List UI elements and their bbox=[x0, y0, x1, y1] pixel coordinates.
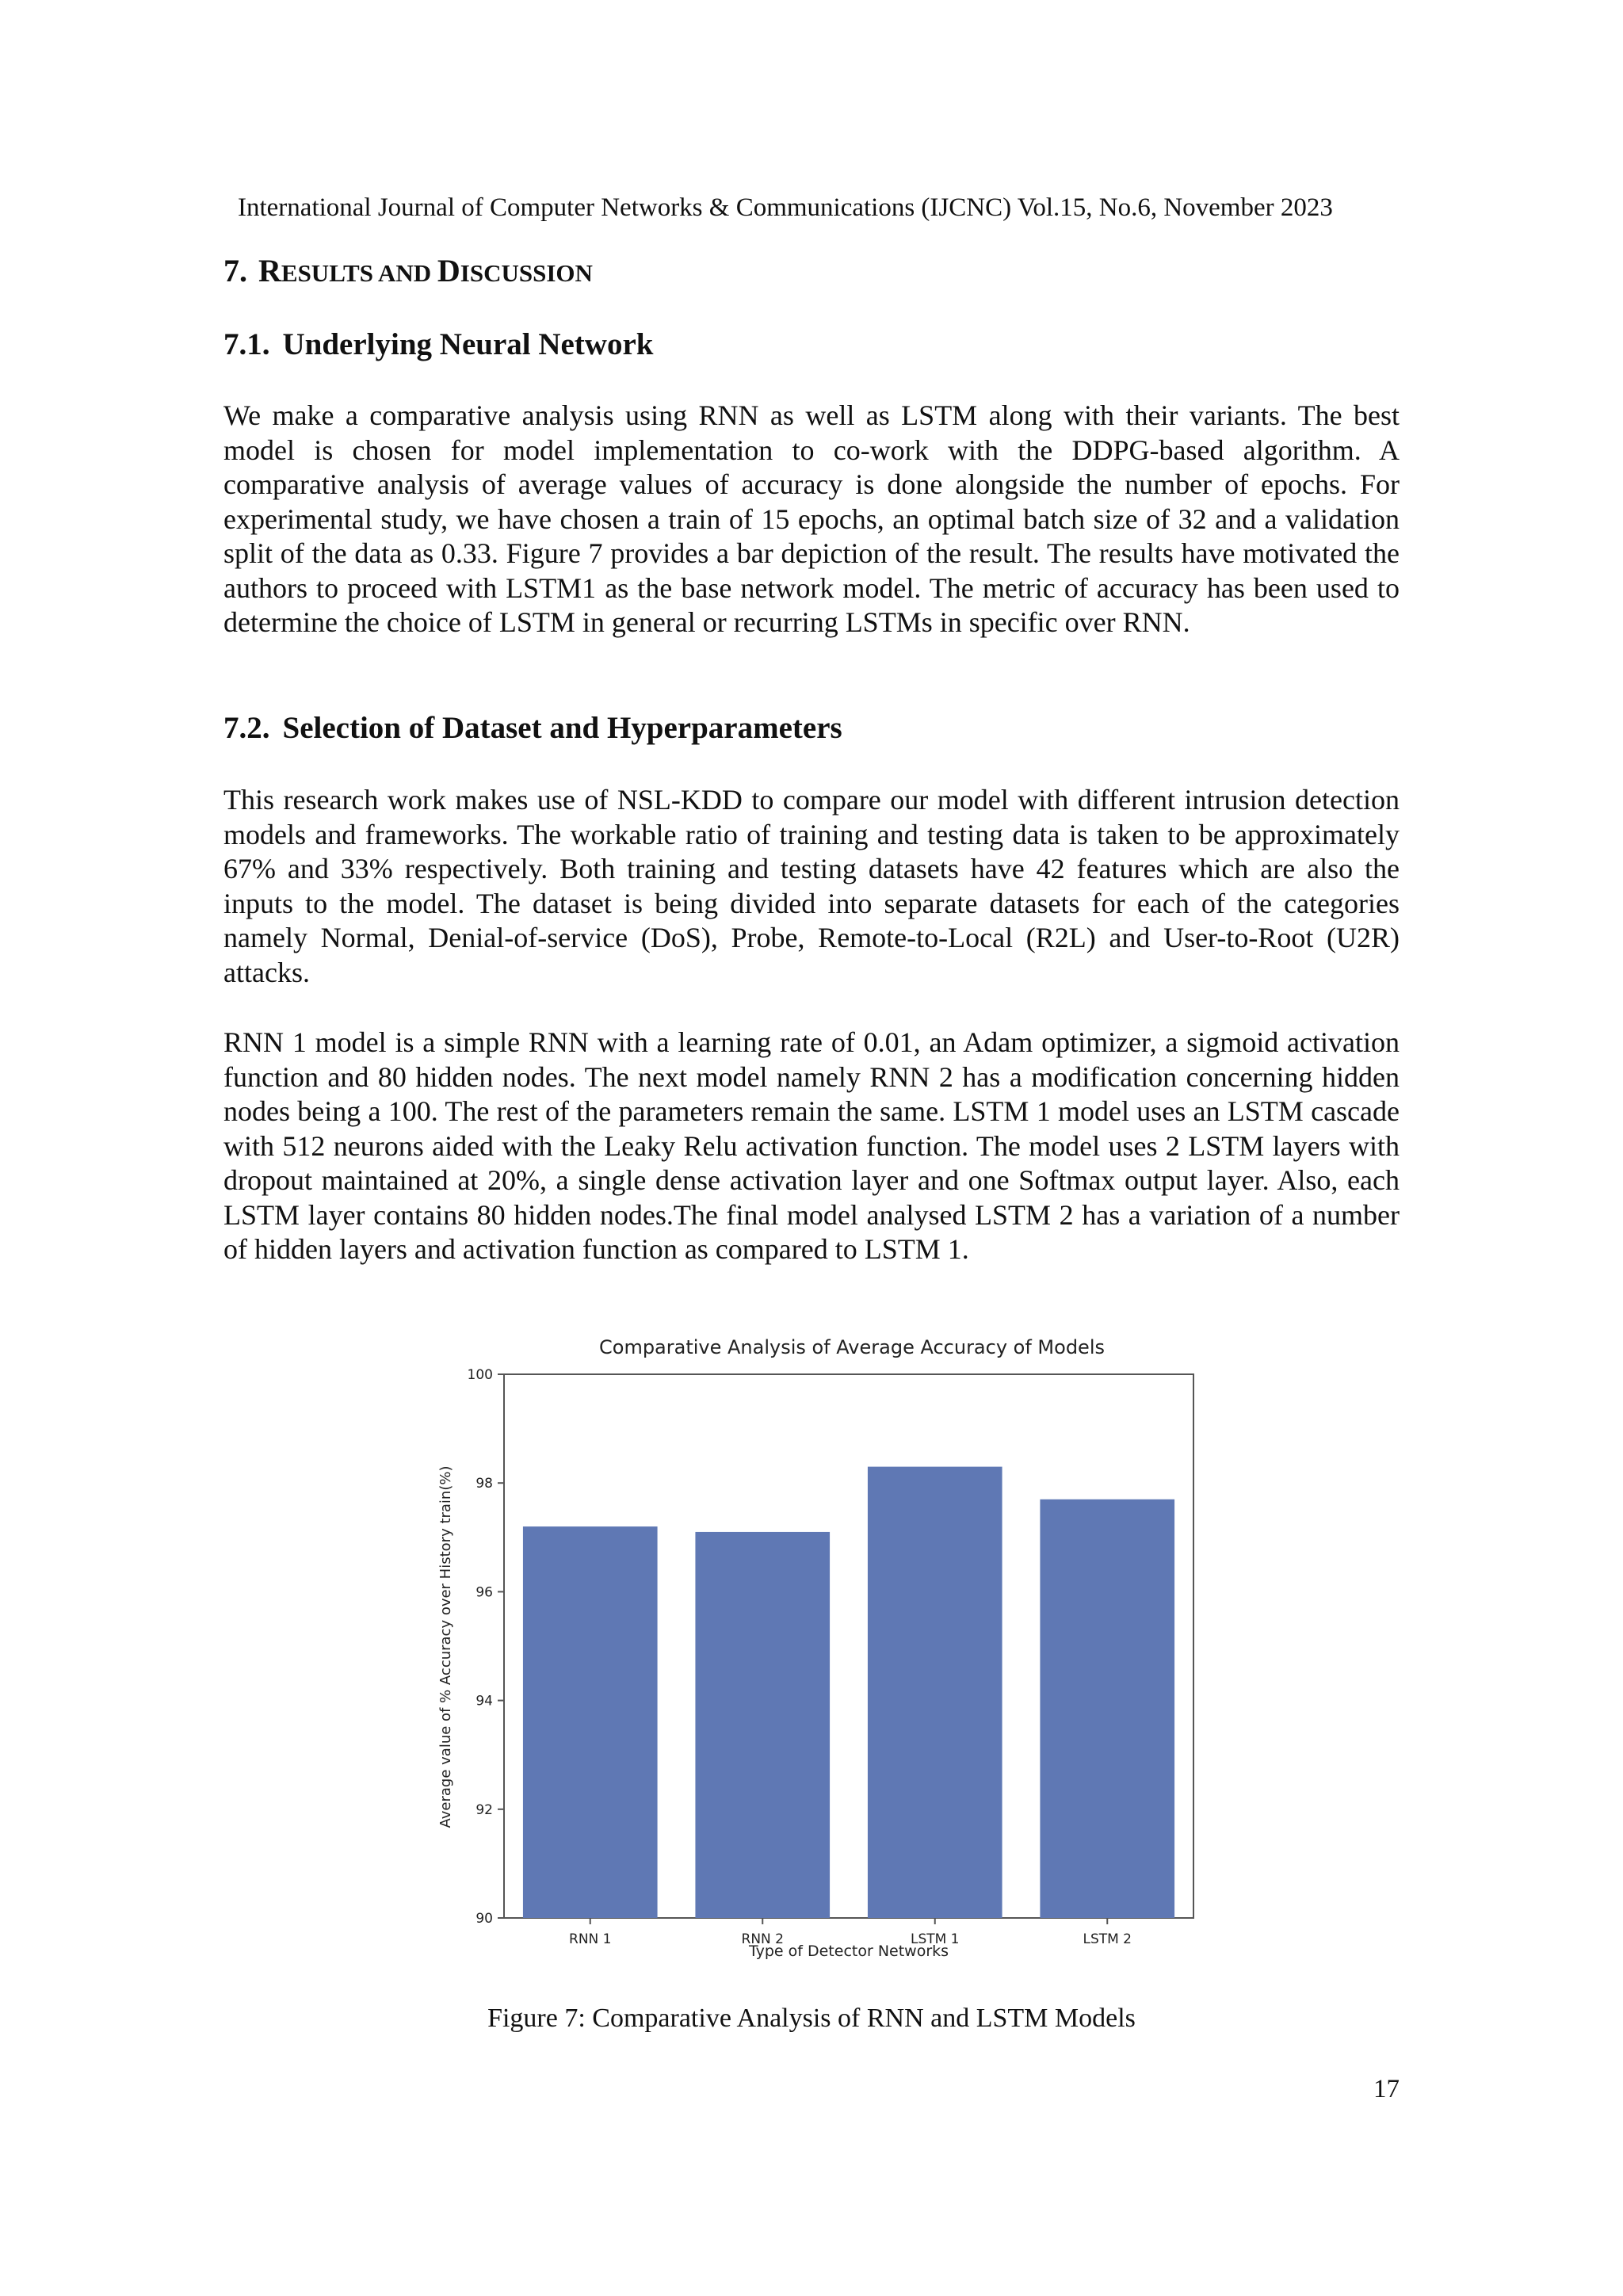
bar-rnn-1 bbox=[523, 1526, 658, 1918]
y-tick-label: 90 bbox=[475, 1911, 493, 1927]
x-axis-label: Type of Detector Networks bbox=[748, 1943, 949, 1960]
section-title-part-1: ESULTS AND bbox=[281, 259, 437, 287]
y-tick-label: 96 bbox=[475, 1584, 493, 1601]
subsection-2-paragraph-1: This research work makes use of NSL-KDD to compare our model with different intrusion detection models and frameworks. The workable ratio of training and testing data is taken to be approximately 67% and 33% respectively. Both training and testing datasets have 42 features which are also the inputs to the model. The dataset is being divided into separate datasets for each of the categories namely Normal, Denial-of-service (DoS), Probe, Remote-to-Local (R2L) and User-to-Root (U2R) attacks. bbox=[223, 784, 1400, 988]
section-heading bbox=[223, 252, 593, 289]
x-tick-label: LSTM 1 bbox=[910, 1931, 960, 1947]
section-title-initial-d: D bbox=[437, 253, 460, 288]
x-tick-label: LSTM 2 bbox=[1083, 1931, 1132, 1947]
subsection-1-paragraph: We make a comparative analysis using RNN as well as LSTM along with their variants. The best model is chosen for model implementation to co-work with the DDPG-based algorithm. A comparative analysis of average values of accuracy is done alongside the number of epochs. For experimental study, we have chosen a train of 15 epochs, an optimal batch size of 32 and a validation split of the data as 0.33. Figure 7 provides a bar depiction of the result. The results have motivated the authors to proceed with LSTM1 as the base network model. The metric of accuracy has been used to determine the choice of LSTM in general or recurring LSTMs in specific over RNN. bbox=[223, 399, 1400, 638]
y-tick-label: 92 bbox=[475, 1801, 493, 1818]
accuracy-bar-chart bbox=[428, 1330, 1205, 1964]
bar-rnn-2 bbox=[695, 1532, 830, 1918]
subsection-2-heading bbox=[223, 710, 842, 746]
section-title-part-2: ISCUSSION bbox=[460, 259, 593, 287]
page-number: 17 bbox=[1373, 2075, 1400, 2103]
y-tick-label: 100 bbox=[467, 1367, 493, 1383]
section-title-initial-r: R bbox=[258, 253, 281, 288]
subsection-2-number: 7.2. bbox=[223, 711, 270, 745]
y-tick-label: 98 bbox=[475, 1476, 493, 1492]
bar-lstm-1 bbox=[868, 1467, 1002, 1918]
x-tick-label: RNN 2 bbox=[741, 1931, 784, 1947]
subsection-2-title: Selection of Dataset and Hyperparameters bbox=[282, 711, 842, 745]
subsection-1-title: Underlying Neural Network bbox=[282, 327, 654, 361]
chart-svg bbox=[428, 1330, 1205, 1964]
subsection-1-heading bbox=[223, 327, 653, 362]
bar-lstm-2 bbox=[1040, 1499, 1174, 1918]
y-axis-label: Average value of % Accuracy over History train(%) bbox=[437, 1465, 454, 1828]
x-tick-label: RNN 1 bbox=[569, 1931, 612, 1947]
subsection-2-paragraph-2: RNN 1 model is a simple RNN with a learning rate of 0.01, an Adam optimizer, a sigmoid activation function and 80 hidden nodes. The next model namely RNN 2 has a modification concerning hidden nodes being a 100. The rest of the parameters remain the same. LSTM 1 model uses an LSTM cascade with 512 neurons aided with the Leaky Relu activation function. The model uses 2 LSTM layers with dropout maintained at 20%, a single dense activation layer and one Softmax output layer. Also, each LSTM layer contains 80 hidden nodes.The final model analysed LSTM 2 has a variation of a number of hidden layers and activation function as compared to LSTM 1. bbox=[223, 1026, 1400, 1265]
chart-title: Comparative Analysis of Average Accuracy of Models bbox=[599, 1336, 1105, 1358]
figure-caption: Figure 7: Comparative Analysis of RNN and LSTM Models bbox=[487, 2004, 1136, 2033]
running-header: International Journal of Computer Networks & Communications (IJCNC) Vol.15, No.6, November 2023 bbox=[238, 193, 1333, 222]
section-number: 7. bbox=[223, 253, 247, 288]
y-tick-label: 94 bbox=[475, 1693, 493, 1710]
subsection-1-number: 7.1. bbox=[223, 327, 270, 361]
